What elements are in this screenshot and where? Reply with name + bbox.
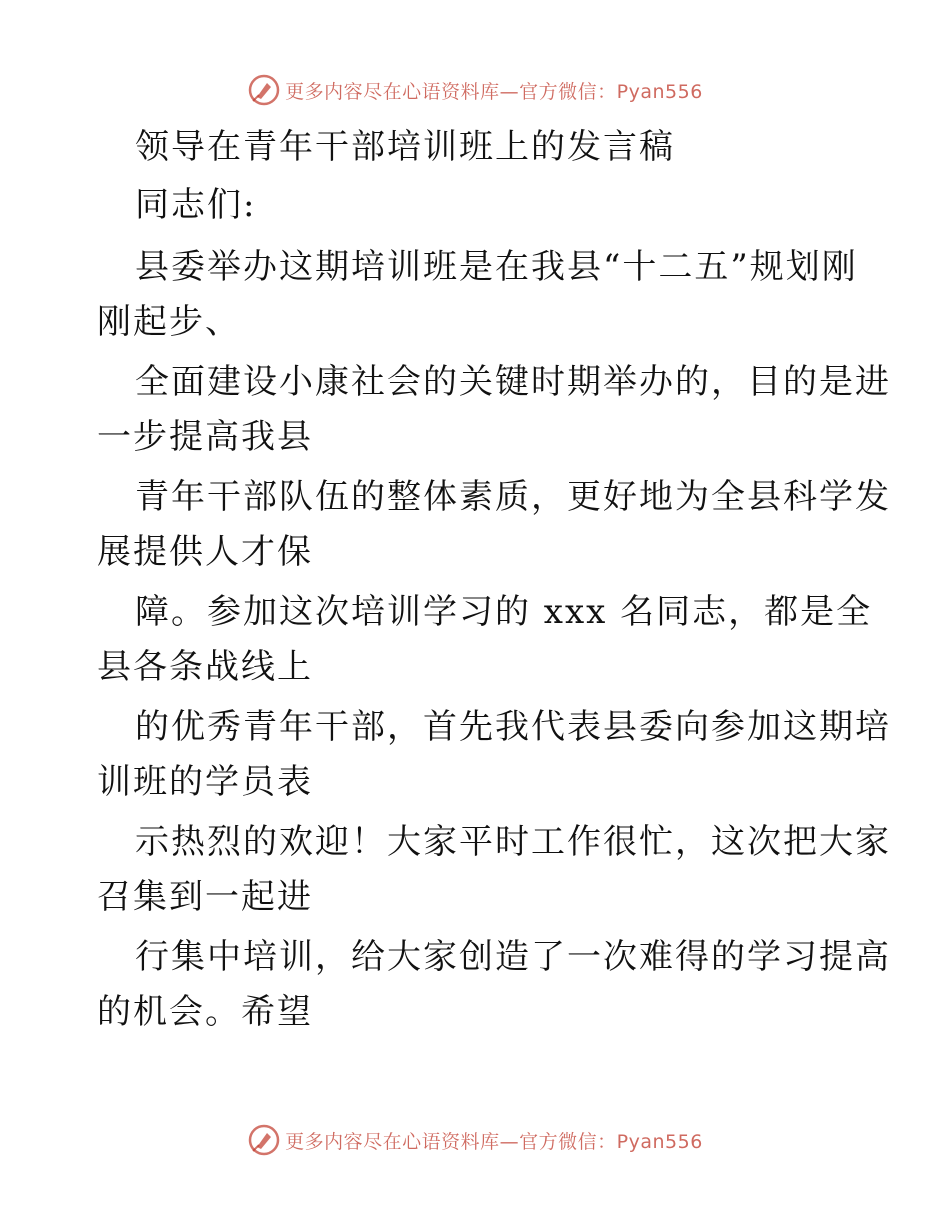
- paragraph-line: 全面建设小康社会的关键时期举办的，目的是进: [135, 362, 891, 402]
- paragraph-line: 的优秀青年干部，首先我代表县委向参加这期培: [135, 707, 891, 747]
- paragraph-line: 青年干部队伍的整体素质，更好地为全县科学发: [135, 477, 891, 517]
- paragraph-line: 一步提高我县: [97, 417, 313, 457]
- pen-nib-logo-icon: [247, 1123, 281, 1157]
- paragraph-line: 刚起步、: [97, 302, 241, 342]
- paragraph-line: 展提供人才保: [97, 532, 313, 572]
- paragraph-line: 县委举办这期培训班是在我县“十二五”规划刚: [135, 247, 858, 287]
- footer-watermark: [0, 1122, 950, 1158]
- pen-nib-logo-icon: [247, 73, 281, 107]
- paragraph-line: 训班的学员表: [97, 762, 313, 802]
- watermark-text: 更多内容尽在心语资料库—官方微信：Pyan556: [285, 80, 703, 103]
- paragraph-line: 县各条战线上: [97, 647, 313, 687]
- paragraph-line: 的机会。希望: [97, 992, 313, 1032]
- paragraph-line: 召集到一起进: [97, 877, 313, 917]
- document-title: 领导在青年干部培训班上的发言稿: [135, 127, 675, 167]
- paragraph-line: 示热烈的欢迎！大家平时工作很忙，这次把大家: [135, 822, 891, 862]
- salutation: 同志们:: [135, 185, 257, 225]
- paragraph-line: 行集中培训，给大家创造了一次难得的学习提高: [135, 937, 891, 977]
- paragraph-line: 障。参加这次培训学习的 xxx 名同志，都是全: [135, 592, 873, 632]
- header-watermark: [0, 72, 950, 108]
- watermark-text: 更多内容尽在心语资料库—官方微信：Pyan556: [285, 1130, 703, 1153]
